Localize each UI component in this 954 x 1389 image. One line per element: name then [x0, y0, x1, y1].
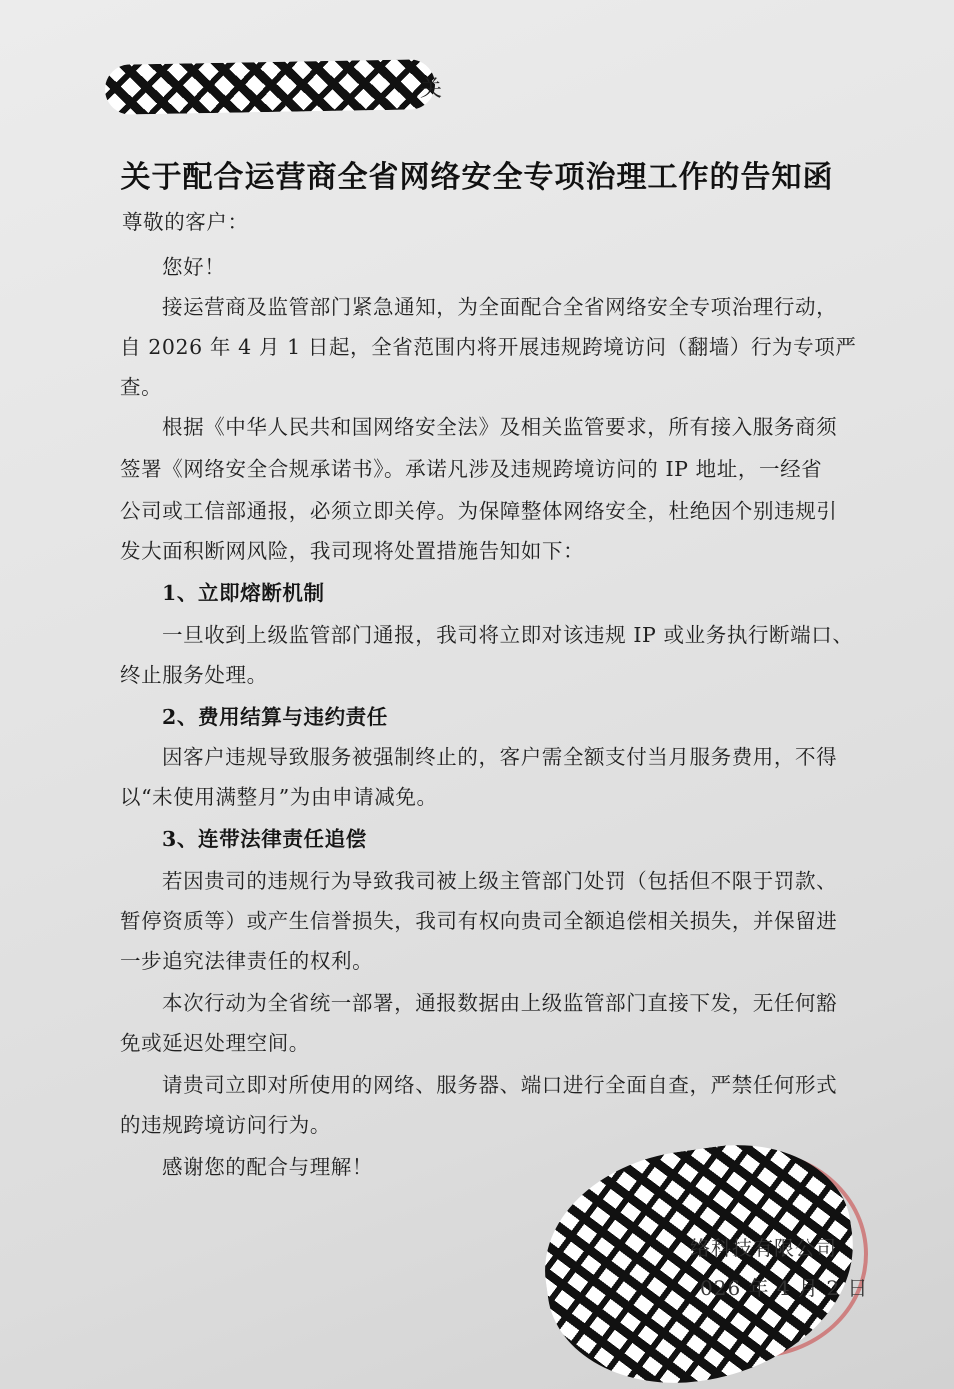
paragraph-line: 请贵司立即对所使用的网络、服务器、端口进行全面自查，严禁任何形式 — [162, 1073, 838, 1097]
signature-date: 026 年 4 月 2 日 — [700, 1276, 869, 1300]
paragraph-line: 公司或工信部通报，必须立即关停。为保障整体网络安全，杜绝因个别违规引 — [120, 499, 838, 523]
paragraph-line: 自 2026 年 4 月 1 日起，全省范围内将开展违规跨境访问（翻墙）行为专项严 — [120, 335, 857, 359]
section-heading: 1、立即熔断机制 — [162, 581, 325, 605]
paragraph-line: 以“未使用满整月”为由申请减免。 — [120, 785, 438, 809]
header-fragment: 关 — [420, 77, 443, 102]
paragraph-line: 的违规跨境访问行为。 — [120, 1113, 331, 1137]
paragraph-line: 发大面积断网风险，我司现将处置措施告知如下： — [120, 539, 585, 563]
section-heading: 3、连带法律责任追偿 — [162, 827, 367, 851]
paragraph-line: 若因贵司的违规行为导致我司被上级主管部门处罚（包括但不限于罚款、 — [162, 869, 838, 893]
paragraph-line: 因客户违规导致服务被强制终止的，客户需全额支付当月服务费用，不得 — [162, 745, 838, 769]
greeting: 您好！ — [162, 255, 226, 279]
paragraph-line: 一步追究法律责任的权利。 — [120, 949, 374, 973]
section-heading: 2、费用结算与违约责任 — [162, 705, 388, 729]
document-title: 关于配合运营商全省网络安全专项治理工作的告知函 — [120, 160, 834, 195]
paragraph-line: 查。 — [120, 375, 163, 399]
paragraph-line: 接运营商及监管部门紧急通知，为全面配合全省网络安全专项治理行动， — [162, 295, 838, 319]
closing-line: 感谢您的配合与理解！ — [162, 1155, 373, 1179]
paragraph-line: 暂停资质等）或产生信誉损失，我司有权向贵司全额追偿相关损失，并保留进 — [120, 909, 838, 933]
paragraph-line: 签署《网络安全合规承诺书》。承诺凡涉及违规跨境访问的 IP 地址，一经省 — [120, 457, 823, 481]
paragraph-line: 终止服务处理。 — [120, 663, 268, 687]
paragraph-line: 一旦收到上级监管部门通报，我司将立即对该违规 IP 或业务执行断端口、 — [162, 623, 854, 647]
paragraph-line: 根据《中华人民共和国网络安全法》及相关监管要求，所有接入服务商须 — [162, 415, 838, 439]
paragraph-line: 免或延迟处理空间。 — [120, 1031, 310, 1055]
header-redaction — [105, 59, 436, 115]
signature-company: 络科技有限公司 — [690, 1236, 837, 1260]
paragraph-line: 本次行动为全省统一部署，通报数据由上级监管部门直接下发，无任何豁 — [162, 991, 838, 1015]
salutation: 尊敬的客户： — [122, 210, 249, 234]
